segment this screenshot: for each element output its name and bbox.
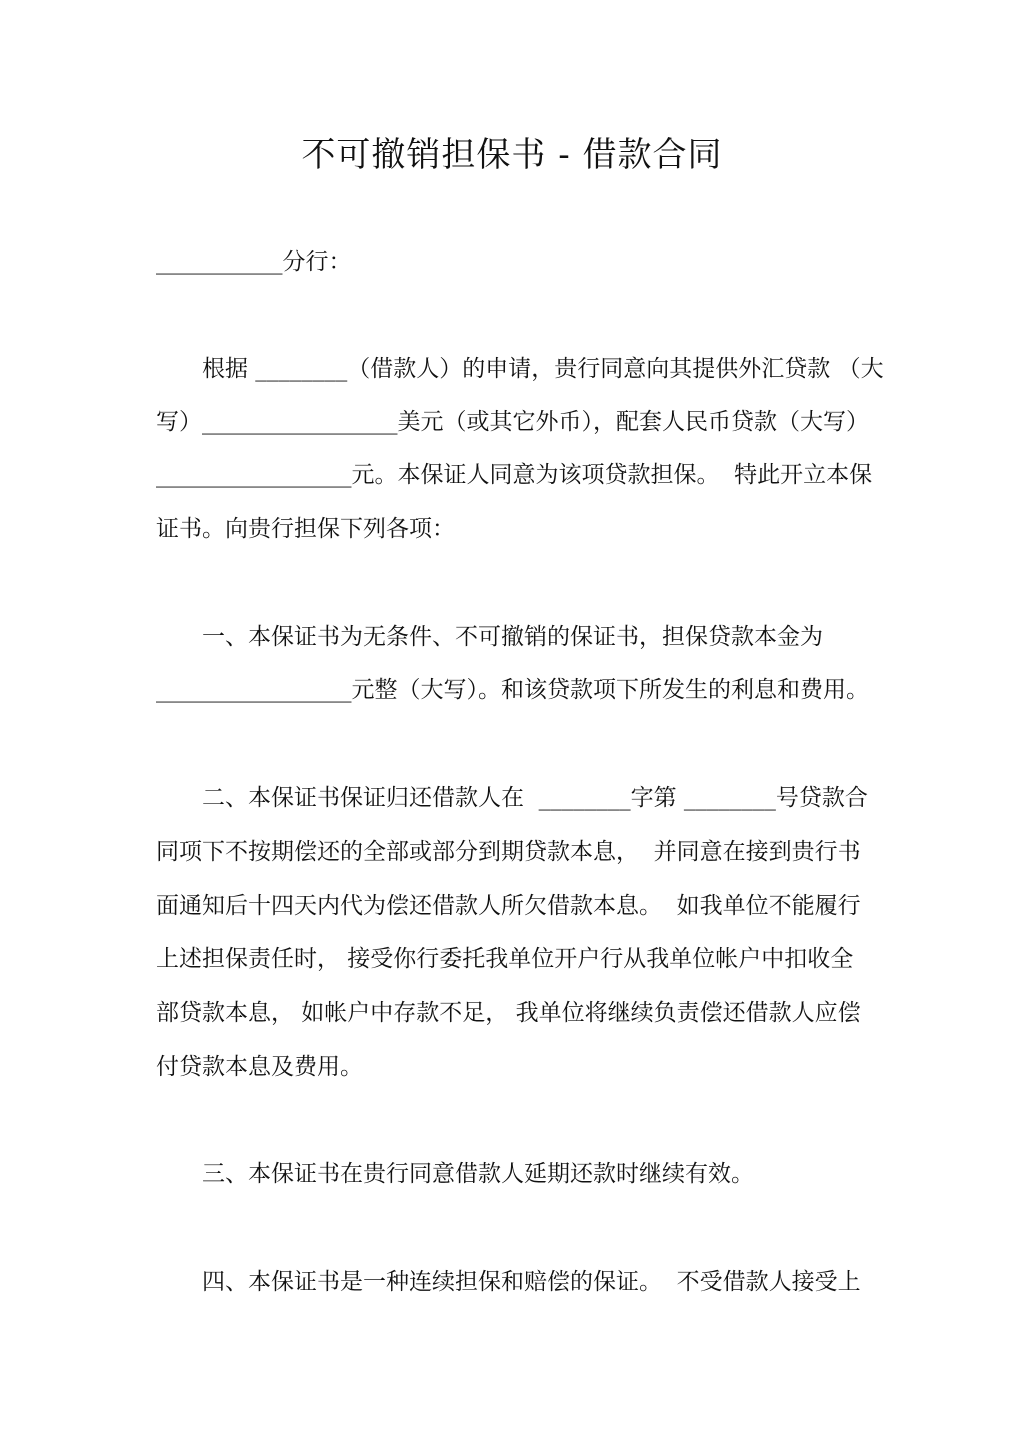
text-line: 上述担保责任时， 接受你行委托我单位开户行从我单位帐户中扣收全	[156, 946, 854, 972]
text-line: 部贷款本息， 如帐户中存款不足， 我单位将继续负责偿还借款人应偿	[156, 1000, 861, 1026]
text-line: 面通知后十四天内代为偿还借款人所欠借款本息。 如我单位不能履行	[156, 893, 861, 919]
text-line: _________________元整（大写）。和该贷款项下所发生的利息和费用。	[156, 677, 869, 703]
text-line: 四、本保证书是一种连续担保和赔偿的保证。 不受借款人接受上	[156, 1269, 861, 1295]
document-title: 不可撤销担保书 - 借款合同	[301, 135, 723, 175]
text-line: 付贷款本息及费用。	[156, 1054, 363, 1080]
text-line: 一、本保证书为无条件、不可撤销的保证书，担保贷款本金为	[156, 624, 823, 650]
salutation: ___________分行：	[156, 249, 352, 275]
text-line: 三、本保证书在贵行同意借款人延期还款时继续有效。	[156, 1161, 754, 1187]
text-line: 根据 ________（借款人）的申请，贵行同意向其提供外汇贷款 （大	[156, 356, 884, 382]
text-line: 二、本保证书保证归还借款人在 ________字第 ________号贷款合	[156, 785, 868, 811]
text-line: _________________元。本保证人同意为该项贷款担保。 特此开立本保	[156, 462, 873, 488]
text-line: 同项下不按期偿还的全部或部分到期贷款本息， 并同意在接到贵行书	[156, 839, 861, 865]
text-line: 证书。向贵行担保下列各项：	[156, 516, 455, 542]
text-line: 写）_________________美元（或其它外币），配套人民币贷款（大写）	[156, 409, 869, 435]
